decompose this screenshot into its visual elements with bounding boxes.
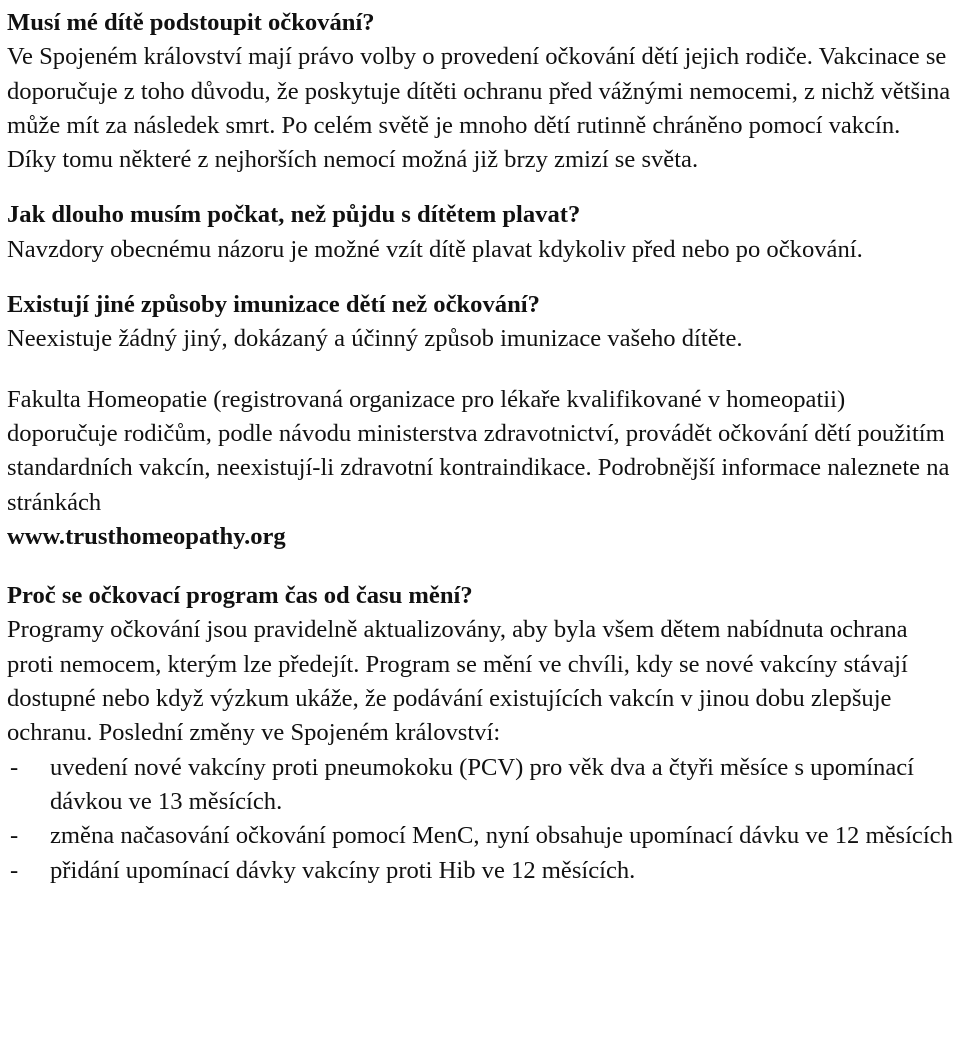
section-paragraph: Ve Spojeném království mají právo volby o provedení očkování dětí jejich rodiče. Vakcinace se doporučuje z toho důvodu, že poskytuje dítěti ochranu před vážnými nemocemi, z nichž většina může mít za následek smrt. Po celém světě je mnoho dětí rutinně chráněno pomocí vakcín. Díky tomu některé z nejhorších nemocí možná již brzy zmizí se světa. [7,43,951,174]
section-heading: Existují jiné způsoby imunizace dětí než očkování? [7,291,540,319]
changes-list [7,751,953,888]
homeopathy-url-link[interactable]: www.trusthomeopathy.org [7,522,286,550]
list-item [7,751,953,820]
section-heading: Jak dlouho musím počkat, než půjdu s dítětem plavat? [7,201,581,229]
section-paragraph: Programy očkování jsou pravidelně aktualizovány, aby byla všem dětem nabídnuta ochrana proti nemocem, kterým lze předejít. Program se mění ve chvíli, kdy se nové vakcíny stávají dostupné nebo když výzkum ukáže, že podávání existujících vakcín v jinou dobu zlepšuje ochranu. Poslední změny ve Spojeném království: [7,616,908,747]
list-dash-marker: - [10,822,19,850]
section-paragraph: Neexistuje žádný jiný, dokázaný a účinný způsob imunizace vašeho dítěte. [7,325,743,353]
homeopathy-paragraph: Fakulta Homeopatie (registrovaná organizace pro lékaře kvalifikované v homeopatii) doporučuje rodičům, podle návodu ministerstva zdravotnictví, provádět očkování dětí použitím standardních vakcín, neexistují-li zdravotní kontraindikace. Podrobnější informace naleznete na stránkách [7,385,950,516]
section-heading: Musí mé dítě podstoupit očkování? [7,9,375,36]
section-heading: Proč se očkovací program čas od času mění? [7,582,473,610]
list-item-text: přidání upomínací dávky vakcíny proti Hib ve 12 měsících. [50,856,636,884]
list-item-text: změna načasování očkování pomocí MenC, nyní obsahuje upomínací dávku ve 12 měsících [50,822,953,850]
section-swimming [7,198,953,267]
list-dash-marker: - [10,856,19,884]
section-program-changes [7,579,953,888]
list-item [7,854,953,888]
section-other-immunization [7,288,953,357]
list-item [7,819,953,853]
section-paragraph: Navzdory obecnému názoru je možné vzít dítě plavat kdykoliv před nebo po očkování. [7,235,863,263]
section-homeopathy [7,383,953,554]
list-dash-marker: - [10,753,19,781]
document-page [7,6,953,888]
list-item-text: uvedení nové vakcíny proti pneumokoku (PCV) pro věk dva a čtyři měsíce s upomínací dávkou ve 13 měsících. [50,753,914,815]
section-vaccination-required [7,6,953,177]
